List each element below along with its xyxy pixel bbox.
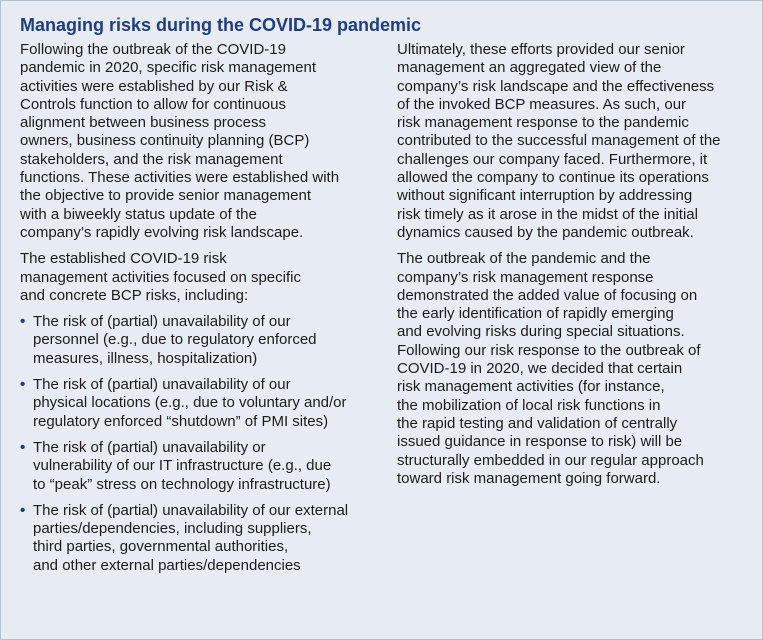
text-line: personnel (e.g., due to regulatory enforced	[33, 331, 317, 349]
text-line: risk management activities (for instance,	[397, 378, 665, 396]
left-paragraph-1	[20, 41, 373, 242]
text-line: challenges our company faced. Furthermore, it	[397, 150, 708, 168]
text-line: risk management response to the pandemic	[397, 114, 689, 132]
text-line: without significant interruption by addressing	[397, 187, 693, 205]
text-line: issued guidance in response to risk) will be	[397, 433, 683, 451]
text-line: Following our risk response to the outbreak of	[397, 341, 701, 359]
text-line: structurally embedded in our regular approach	[397, 451, 704, 469]
text-line: company’s risk management response	[397, 268, 654, 286]
text-line: activities were established by our Risk &	[20, 77, 288, 95]
text-line: Ultimately, these efforts provided our senior	[397, 41, 685, 58]
two-column-body	[20, 41, 748, 583]
text-line: parties/dependencies, including suppliers,	[33, 520, 312, 538]
text-line: and concrete BCP risks, including:	[20, 286, 249, 304]
bullet-item-external-parties	[20, 502, 373, 575]
text-line: alignment between business process	[20, 114, 266, 132]
text-line: Controls function to allow for continuous	[20, 95, 286, 113]
bullet-icon: •	[20, 501, 26, 519]
bullet-icon: •	[20, 313, 26, 331]
text-line: physical locations (e.g., due to voluntary and/or	[33, 394, 347, 412]
text-line: pandemic in 2020, specific risk management	[20, 59, 316, 77]
text-line: The established COVID-19 risk	[20, 250, 227, 268]
text-line: and evolving risks during special situations.	[397, 323, 685, 341]
text-line: the rapid testing and validation of centrally	[397, 414, 678, 432]
text-line: the early identification of rapidly emerging	[397, 305, 674, 323]
left-column	[20, 41, 373, 583]
text-line: management an aggregated view of the	[397, 59, 662, 77]
text-line: stakeholders, and the risk management	[20, 150, 283, 168]
text-line: the mobilization of local risk functions in	[397, 396, 661, 414]
text-line: management activities focused on specific	[20, 268, 301, 286]
bullet-item-it-infrastructure	[20, 439, 373, 494]
text-line: allowed the company to continue its operations	[397, 169, 709, 187]
text-line: vulnerability of our IT infrastructure (e.g., due	[33, 457, 332, 475]
text-line: risk timely as it arose in the midst of the initial	[397, 205, 698, 223]
text-line: the objective to provide senior management	[20, 187, 312, 205]
text-line: The risk of (partial) unavailability or	[33, 438, 266, 456]
right-paragraph-1	[397, 41, 749, 242]
text-line: company’s rapidly evolving risk landscape.	[20, 223, 304, 241]
text-line: dynamics caused by the pandemic outbreak.	[397, 223, 694, 241]
right-column	[397, 41, 749, 583]
text-line: of the invoked BCP measures. As such, our	[397, 95, 687, 113]
text-line: to “peak” stress on technology infrastructure)	[33, 475, 331, 493]
text-line: The risk of (partial) unavailability of our	[33, 313, 291, 331]
text-line: The risk of (partial) unavailability of our	[33, 376, 291, 394]
bullet-icon: •	[20, 438, 26, 456]
text-line: demonstrated the added value of focusing on	[397, 286, 698, 304]
risk-bullet-list	[20, 313, 373, 575]
text-line: COVID-19 in 2020, we decided that certain	[397, 360, 683, 378]
box-title: Managing risks during the COVID-19 pandemic	[20, 15, 422, 35]
text-line: and other external parties/dependencies	[33, 556, 301, 574]
text-line: The risk of (partial) unavailability of our external	[33, 501, 349, 519]
text-line: functions. These activities were established with	[20, 169, 340, 187]
text-line: toward risk management going forward.	[397, 469, 661, 487]
bullet-icon: •	[20, 376, 26, 394]
text-line: Following the outbreak of the COVID-19	[20, 41, 286, 58]
left-paragraph-2	[20, 250, 373, 305]
text-line: with a biweekly status update of the	[20, 205, 257, 223]
text-line: measures, illness, hospitalization)	[33, 349, 258, 367]
text-line: third parties, governmental authorities,	[33, 538, 289, 556]
text-line: company’s risk landscape and the effectiveness	[397, 77, 715, 95]
right-paragraph-2	[397, 250, 749, 488]
text-line: regulatory enforced “shutdown” of PMI sites)	[33, 412, 329, 430]
bullet-item-physical-locations	[20, 376, 373, 431]
text-line: owners, business continuity planning (BCP)	[20, 132, 310, 150]
bullet-item-personnel	[20, 313, 373, 368]
text-line: The outbreak of the pandemic and the	[397, 250, 651, 268]
text-line: contributed to the successful management of the	[397, 132, 721, 150]
